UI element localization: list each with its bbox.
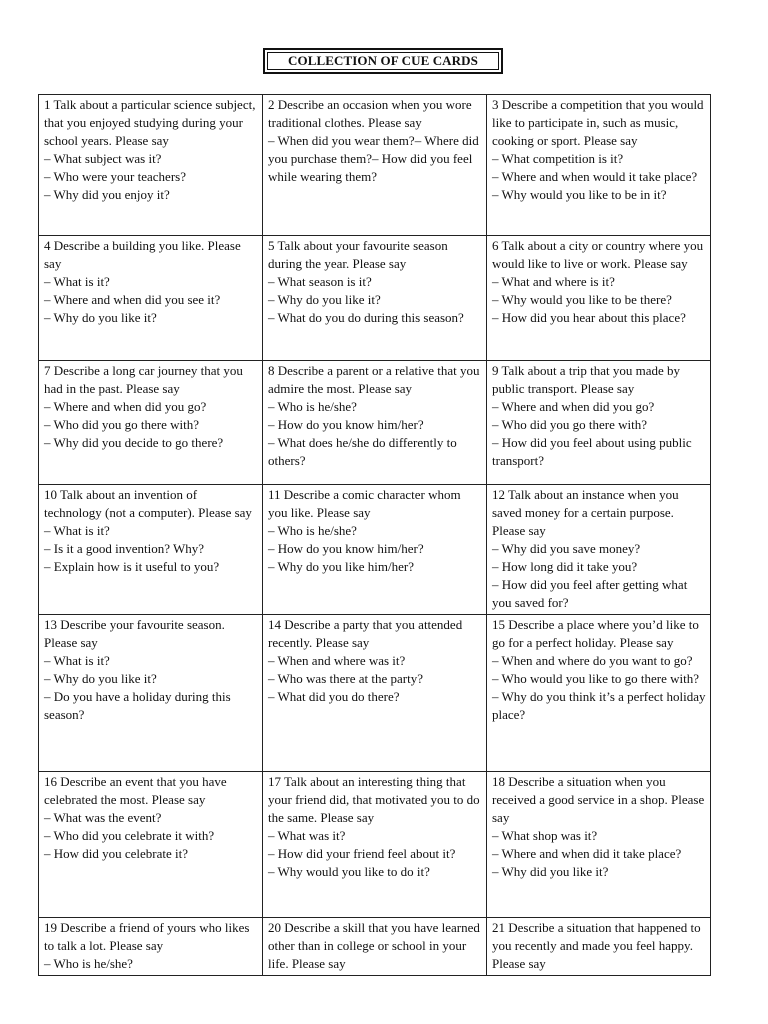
cue-card-question: – Where and when did you go? [44, 399, 207, 414]
cue-card-question: – Why would you like to be there? [492, 292, 672, 307]
cue-card-16 [39, 772, 263, 918]
cue-card-21 [487, 918, 711, 976]
cue-card-question: – Who did you go there with? [44, 417, 200, 432]
cue-card-prompt: 13 Describe your favourite season. Please say [44, 617, 225, 650]
cue-card-question: – How do you know him/her? [268, 417, 424, 432]
cue-card-question: – Explain how is it useful to you? [44, 559, 220, 574]
cue-card-17 [263, 772, 487, 918]
cue-card-3 [487, 95, 711, 236]
title-box [263, 48, 503, 74]
cue-card-question: – Why did you enjoy it? [44, 187, 170, 202]
cue-card-question: – When did you wear them?– Where did you purchase them?– How did you feel while wearing them? [268, 133, 479, 184]
table-row [39, 361, 711, 485]
cue-card-question: – Who is he/she? [268, 399, 357, 414]
cue-card-prompt: 21 Describe a situation that happened to you recently and made you feel happy. Please say [492, 920, 701, 971]
cue-card-prompt: 11 Describe a comic character whom you like. Please say [268, 487, 461, 520]
cue-card-question: – Why did you save money? [492, 541, 641, 556]
cue-card-question: – What did you do there? [268, 689, 400, 704]
cue-card-6 [487, 236, 711, 361]
cue-card-question: – How did you feel about using public transport? [492, 435, 692, 468]
table-row [39, 236, 711, 361]
cue-card-7 [39, 361, 263, 485]
cue-card-prompt: 3 Describe a competition that you would like to participate in, such as music, cooking or sport. Please say [492, 97, 704, 148]
cue-card-11 [263, 485, 487, 615]
table-row [39, 95, 711, 236]
page-title: COLLECTION OF CUE CARDS [267, 52, 499, 70]
cue-card-question: – Is it a good invention? Why? [44, 541, 205, 556]
cue-card-18 [487, 772, 711, 918]
cue-card-question: – What and where is it? [492, 274, 615, 289]
cue-card-question: – Why would you like to be in it? [492, 187, 667, 202]
cue-card-question: – When and where do you want to go? [492, 653, 693, 668]
cue-card-prompt: 10 Talk about an invention of technology (not a computer). Please say [44, 487, 252, 520]
cue-card-question: – How did you feel after getting what you saved for? [492, 577, 688, 610]
cue-card-prompt: 19 Describe a friend of yours who likes to talk a lot. Please say [44, 920, 250, 953]
cue-card-15 [487, 615, 711, 772]
cue-card-prompt: 2 Describe an occasion when you wore traditional clothes. Please say [268, 97, 472, 130]
cue-card-question: – Where and when would it take place? [492, 169, 698, 184]
table-row [39, 772, 711, 918]
cue-card-prompt: 17 Talk about an interesting thing that your friend did, that motivated you to do the same. Please say [268, 774, 480, 825]
cue-card-8 [263, 361, 487, 485]
cue-card-prompt: 20 Describe a skill that you have learned other than in college or school in your life. Please say [268, 920, 480, 971]
cue-card-prompt: 15 Describe a place where you’d like to go for a perfect holiday. Please say [492, 617, 699, 650]
cue-card-question: – Where and when did you go? [492, 399, 655, 414]
cue-card-10 [39, 485, 263, 615]
cue-card-question: – Who is he/she? [268, 523, 357, 538]
cue-card-question: – What season is it? [268, 274, 372, 289]
cue-card-question: – Who is he/she? [44, 956, 133, 971]
cue-card-prompt: 9 Talk about a trip that you made by public transport. Please say [492, 363, 681, 396]
cue-card-question: – Who would you like to go there with? [492, 671, 700, 686]
cue-card-question: – Who did you go there with? [492, 417, 648, 432]
cue-card-question: – What is it? [44, 274, 110, 289]
cue-card-question: – Who did you celebrate it with? [44, 828, 215, 843]
cue-card-question: – How do you know him/her? [268, 541, 424, 556]
cue-card-1 [39, 95, 263, 236]
cue-card-19 [39, 918, 263, 976]
cue-card-question: – Who was there at the party? [268, 671, 423, 686]
cue-card-question: – What was it? [268, 828, 346, 843]
cue-card-question: – Why did you decide to go there? [44, 435, 224, 450]
cue-card-prompt: 1 Talk about a particular science subject, that you enjoyed studying during your school years. Please say [44, 97, 256, 148]
cue-card-question: – How did your friend feel about it? [268, 846, 456, 861]
cue-card-prompt: 12 Talk about an instance when you saved money for a certain purpose. Please say [492, 487, 679, 538]
cue-card-4 [39, 236, 263, 361]
cue-card-20 [263, 918, 487, 976]
cue-card-13 [39, 615, 263, 772]
cue-card-prompt: 8 Describe a parent or a relative that you admire the most. Please say [268, 363, 480, 396]
cue-card-question: – How did you celebrate it? [44, 846, 189, 861]
cue-card-9 [487, 361, 711, 485]
cue-card-question: – Where and when did it take place? [492, 846, 682, 861]
cue-card-question: – What does he/she do differently to others? [268, 435, 457, 468]
cue-card-prompt: 6 Talk about a city or country where you would like to live or work. Please say [492, 238, 704, 271]
cue-card-question: – What do you do during this season? [268, 310, 464, 325]
cue-card-question: – What subject was it? [44, 151, 162, 166]
cue-card-question: – What was the event? [44, 810, 162, 825]
cue-card-table [38, 94, 711, 976]
cue-card-question: – Why do you think it’s a perfect holiday place? [492, 689, 706, 722]
cue-card-question: – How did you hear about this place? [492, 310, 686, 325]
cue-card-question: – What is it? [44, 523, 110, 538]
cue-card-12 [487, 485, 711, 615]
cue-card-prompt: 14 Describe a party that you attended recently. Please say [268, 617, 463, 650]
cue-card-question: – Why do you like it? [268, 292, 381, 307]
cue-card-question: – Why do you like it? [44, 310, 157, 325]
cue-card-question: – What is it? [44, 653, 110, 668]
cue-card-question: – How long did it take you? [492, 559, 638, 574]
cue-card-question: – What competition is it? [492, 151, 624, 166]
table-row [39, 485, 711, 615]
cue-card-question: – Why do you like it? [44, 671, 157, 686]
cue-card-prompt: 7 Describe a long car journey that you had in the past. Please say [44, 363, 243, 396]
cue-card-question: – Do you have a holiday during this season? [44, 689, 231, 722]
cue-card-question: – What shop was it? [492, 828, 598, 843]
cue-card-prompt: 5 Talk about your favourite season during the year. Please say [268, 238, 448, 271]
table-row [39, 918, 711, 976]
cue-card-question: – Why do you like him/her? [268, 559, 414, 574]
cue-card-question: – When and where was it? [268, 653, 406, 668]
cue-card-14 [263, 615, 487, 772]
cue-card-prompt: 4 Describe a building you like. Please say [44, 238, 241, 271]
cue-card-question: – Who were your teachers? [44, 169, 186, 184]
table-row [39, 615, 711, 772]
cue-card-question: – Why did you like it? [492, 864, 609, 879]
cue-card-prompt: 18 Describe a situation when you received a good service in a shop. Please say [492, 774, 705, 825]
cue-card-question: – Why would you like to do it? [268, 864, 430, 879]
cue-card-question: – Where and when did you see it? [44, 292, 221, 307]
cue-card-prompt: 16 Describe an event that you have celebrated the most. Please say [44, 774, 227, 807]
cue-card-5 [263, 236, 487, 361]
cue-card-2 [263, 95, 487, 236]
